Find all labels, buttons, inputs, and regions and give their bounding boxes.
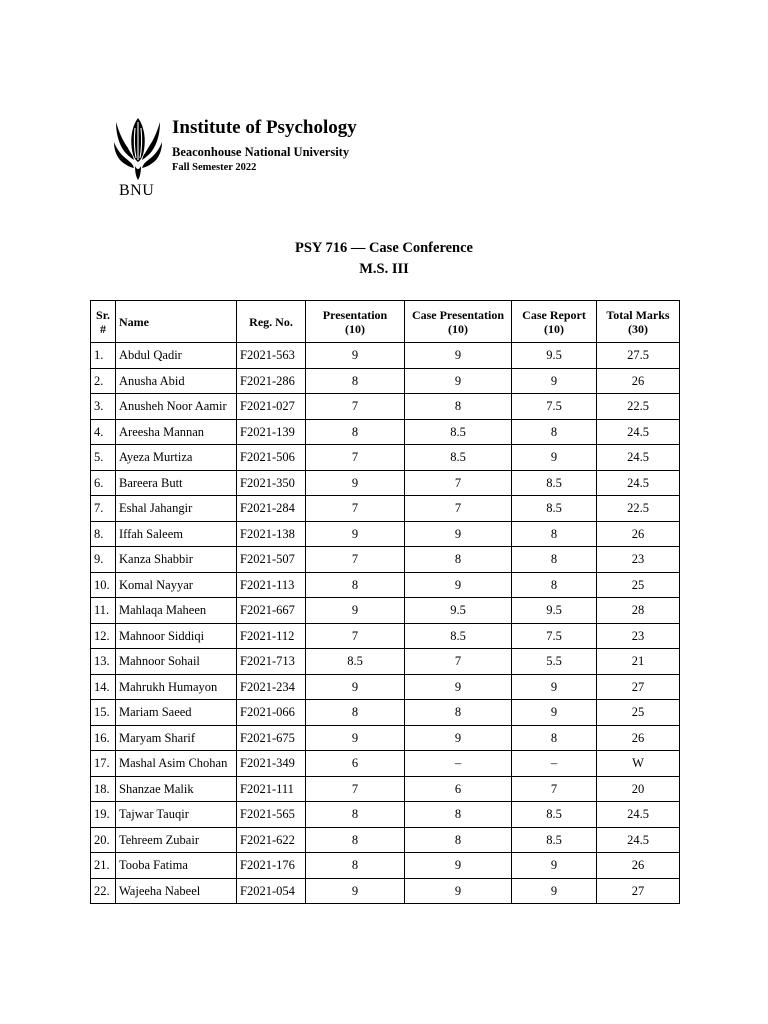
cell-case-presentation: 8 [405,700,512,726]
cell-sr: 16. [91,725,116,751]
cell-case-presentation: 9.5 [405,598,512,624]
cell-total-marks: 25 [597,700,680,726]
cell-name: Kanza Shabbir [116,547,237,573]
table-row [91,751,680,777]
cell-reg-no: F2021-234 [237,674,306,700]
cell-sr: 3. [91,394,116,420]
cell-presentation: 9 [306,878,405,904]
cell-name: Tajwar Tauqir [116,802,237,828]
cell-case-report: 9 [512,853,597,879]
cell-case-report: 9 [512,878,597,904]
cell-presentation: 7 [306,394,405,420]
cell-total-marks: 24.5 [597,470,680,496]
cell-name: Anusha Abid [116,368,237,394]
cell-reg-no: F2021-506 [237,445,306,471]
cell-total-marks: 23 [597,623,680,649]
cell-reg-no: F2021-112 [237,623,306,649]
table-row [91,394,680,420]
cell-presentation: 9 [306,521,405,547]
cell-reg-no: F2021-667 [237,598,306,624]
table-row [91,827,680,853]
cell-reg-no: F2021-349 [237,751,306,777]
cell-case-report: 8.5 [512,827,597,853]
table-row [91,445,680,471]
cell-total-marks: 28 [597,598,680,624]
cell-total-marks: 26 [597,368,680,394]
table-row [91,776,680,802]
cell-total-marks: 27 [597,878,680,904]
cell-total-marks: 24.5 [597,827,680,853]
cell-sr: 12. [91,623,116,649]
cell-case-presentation: 7 [405,496,512,522]
cell-case-presentation: 9 [405,368,512,394]
cell-total-marks: W [597,751,680,777]
table-row [91,878,680,904]
header-case-presentation: Case Presentation (10) [405,301,512,343]
cell-reg-no: F2021-138 [237,521,306,547]
cell-case-presentation: 8.5 [405,623,512,649]
cell-case-report: 8 [512,572,597,598]
table-row [91,572,680,598]
semester-label: Fall Semester 2022 [172,162,257,173]
cell-total-marks: 27.5 [597,343,680,369]
cell-total-marks: 24.5 [597,802,680,828]
cell-total-marks: 27 [597,674,680,700]
cell-presentation: 6 [306,751,405,777]
cell-total-marks: 26 [597,725,680,751]
letterhead [113,116,413,206]
cell-case-report: 7 [512,776,597,802]
cell-total-marks: 20 [597,776,680,802]
cell-sr: 15. [91,700,116,726]
cell-presentation: 9 [306,674,405,700]
cell-name: Mariam Saeed [116,700,237,726]
university-name: Beaconhouse National University [172,145,350,159]
cell-total-marks: 26 [597,521,680,547]
table-row [91,521,680,547]
cell-case-report: 9 [512,445,597,471]
table-row [91,853,680,879]
cell-case-report: 7.5 [512,623,597,649]
header-presentation: Presentation (10) [306,301,405,343]
cell-reg-no: F2021-113 [237,572,306,598]
program-label: M.S. III [359,261,409,277]
cell-case-presentation: 8.5 [405,445,512,471]
cell-name: Abdul Qadir [116,343,237,369]
course-title: PSY 716 — Case Conference [294,240,473,256]
cell-case-report: 9 [512,368,597,394]
cell-name: Mahlaqa Maheen [116,598,237,624]
table-row [91,649,680,675]
cell-total-marks: 24.5 [597,419,680,445]
cell-presentation: 9 [306,343,405,369]
cell-reg-no: F2021-284 [237,496,306,522]
cell-case-report: 9.5 [512,598,597,624]
cell-case-presentation: 9 [405,521,512,547]
cell-case-presentation: 8 [405,802,512,828]
cell-reg-no: F2021-563 [237,343,306,369]
cell-case-presentation: 9 [405,572,512,598]
cell-case-report: 8.5 [512,802,597,828]
cell-case-presentation: 7 [405,470,512,496]
cell-presentation: 8 [306,827,405,853]
cell-name: Anusheh Noor Aamir [116,394,237,420]
cell-case-report: – [512,751,597,777]
cell-total-marks: 23 [597,547,680,573]
cell-presentation: 7 [306,776,405,802]
cell-name: Wajeeha Nabeel [116,878,237,904]
cell-total-marks: 26 [597,853,680,879]
cell-name: Mashal Asim Chohan [116,751,237,777]
cell-sr: 5. [91,445,116,471]
cell-name: Mahrukh Humayon [116,674,237,700]
cell-reg-no: F2021-565 [237,802,306,828]
cell-name: Komal Nayyar [116,572,237,598]
cell-sr: 13. [91,649,116,675]
cell-reg-no: F2021-622 [237,827,306,853]
cell-case-report: 5.5 [512,649,597,675]
table-row [91,598,680,624]
header-total-marks: Total Marks (30) [597,301,680,343]
cell-reg-no: F2021-027 [237,394,306,420]
cell-case-presentation: 8 [405,394,512,420]
cell-case-presentation: 8 [405,827,512,853]
cell-presentation: 7 [306,547,405,573]
marks-table [90,300,680,904]
table-row [91,496,680,522]
cell-case-presentation: 9 [405,853,512,879]
cell-presentation: 9 [306,598,405,624]
cell-sr: 22. [91,878,116,904]
cell-case-presentation: 9 [405,343,512,369]
cell-sr: 6. [91,470,116,496]
table-row [91,674,680,700]
cell-case-report: 8 [512,547,597,573]
cell-name: Mahnoor Sohail [116,649,237,675]
cell-presentation: 9 [306,470,405,496]
table-row [91,700,680,726]
cell-sr: 11. [91,598,116,624]
cell-reg-no: F2021-066 [237,700,306,726]
cell-name: Iffah Saleem [116,521,237,547]
table-row [91,419,680,445]
cell-sr: 14. [91,674,116,700]
cell-name: Eshal Jahangir [116,496,237,522]
cell-case-report: 8 [512,725,597,751]
cell-presentation: 7 [306,623,405,649]
cell-name: Shanzae Malik [116,776,237,802]
cell-sr: 8. [91,521,116,547]
cell-name: Areesha Mannan [116,419,237,445]
cell-case-presentation: – [405,751,512,777]
cell-presentation: 8 [306,802,405,828]
cell-sr: 1. [91,343,116,369]
cell-sr: 2. [91,368,116,394]
cell-name: Ayeza Murtiza [116,445,237,471]
table-row [91,470,680,496]
cell-sr: 17. [91,751,116,777]
table-row [91,547,680,573]
cell-sr: 21. [91,853,116,879]
cell-presentation: 8 [306,572,405,598]
cell-case-report: 9 [512,674,597,700]
cell-total-marks: 24.5 [597,445,680,471]
cell-name: Bareera Butt [116,470,237,496]
cell-name: Maryam Sharif [116,725,237,751]
table-header-row [91,301,680,343]
cell-reg-no: F2021-111 [237,776,306,802]
header-reg-no: Reg. No. [237,301,306,343]
cell-reg-no: F2021-054 [237,878,306,904]
cell-case-presentation: 8.5 [405,419,512,445]
cell-reg-no: F2021-713 [237,649,306,675]
cell-case-report: 9 [512,700,597,726]
cell-presentation: 9 [306,725,405,751]
cell-case-presentation: 9 [405,878,512,904]
cell-reg-no: F2021-176 [237,853,306,879]
cell-presentation: 8 [306,368,405,394]
cell-sr: 4. [91,419,116,445]
header-case-report: Case Report (10) [512,301,597,343]
cell-sr: 20. [91,827,116,853]
cell-name: Tehreem Zubair [116,827,237,853]
table-row [91,623,680,649]
cell-presentation: 7 [306,496,405,522]
cell-case-presentation: 9 [405,725,512,751]
cell-total-marks: 21 [597,649,680,675]
cell-total-marks: 22.5 [597,496,680,522]
cell-total-marks: 22.5 [597,394,680,420]
cell-case-presentation: 7 [405,649,512,675]
cell-reg-no: F2021-675 [237,725,306,751]
cell-presentation: 7 [306,445,405,471]
cell-case-presentation: 6 [405,776,512,802]
bnu-emblem-icon [113,116,163,182]
cell-reg-no: F2021-507 [237,547,306,573]
cell-reg-no: F2021-139 [237,419,306,445]
bnu-logo [113,116,163,200]
cell-case-report: 8.5 [512,470,597,496]
header-sr: Sr. # [91,301,116,343]
cell-sr: 19. [91,802,116,828]
cell-case-report: 9.5 [512,343,597,369]
cell-sr: 10. [91,572,116,598]
cell-total-marks: 25 [597,572,680,598]
cell-name: Tooba Fatima [116,853,237,879]
cell-presentation: 8 [306,419,405,445]
cell-presentation: 8 [306,700,405,726]
logo-text: BNU [119,182,155,199]
cell-case-report: 8 [512,419,597,445]
table-row [91,368,680,394]
cell-name: Mahnoor Siddiqi [116,623,237,649]
cell-reg-no: F2021-350 [237,470,306,496]
cell-case-report: 8 [512,521,597,547]
table-row [91,725,680,751]
table-row [91,802,680,828]
cell-sr: 9. [91,547,116,573]
cell-presentation: 8 [306,853,405,879]
cell-case-report: 7.5 [512,394,597,420]
institute-name: Institute of Psychology [172,117,357,138]
cell-case-presentation: 8 [405,547,512,573]
cell-sr: 7. [91,496,116,522]
cell-case-presentation: 9 [405,674,512,700]
cell-presentation: 8.5 [306,649,405,675]
table-row [91,343,680,369]
marks-table-body [91,343,680,904]
cell-sr: 18. [91,776,116,802]
cell-case-report: 8.5 [512,496,597,522]
cell-reg-no: F2021-286 [237,368,306,394]
header-name: Name [116,301,237,343]
